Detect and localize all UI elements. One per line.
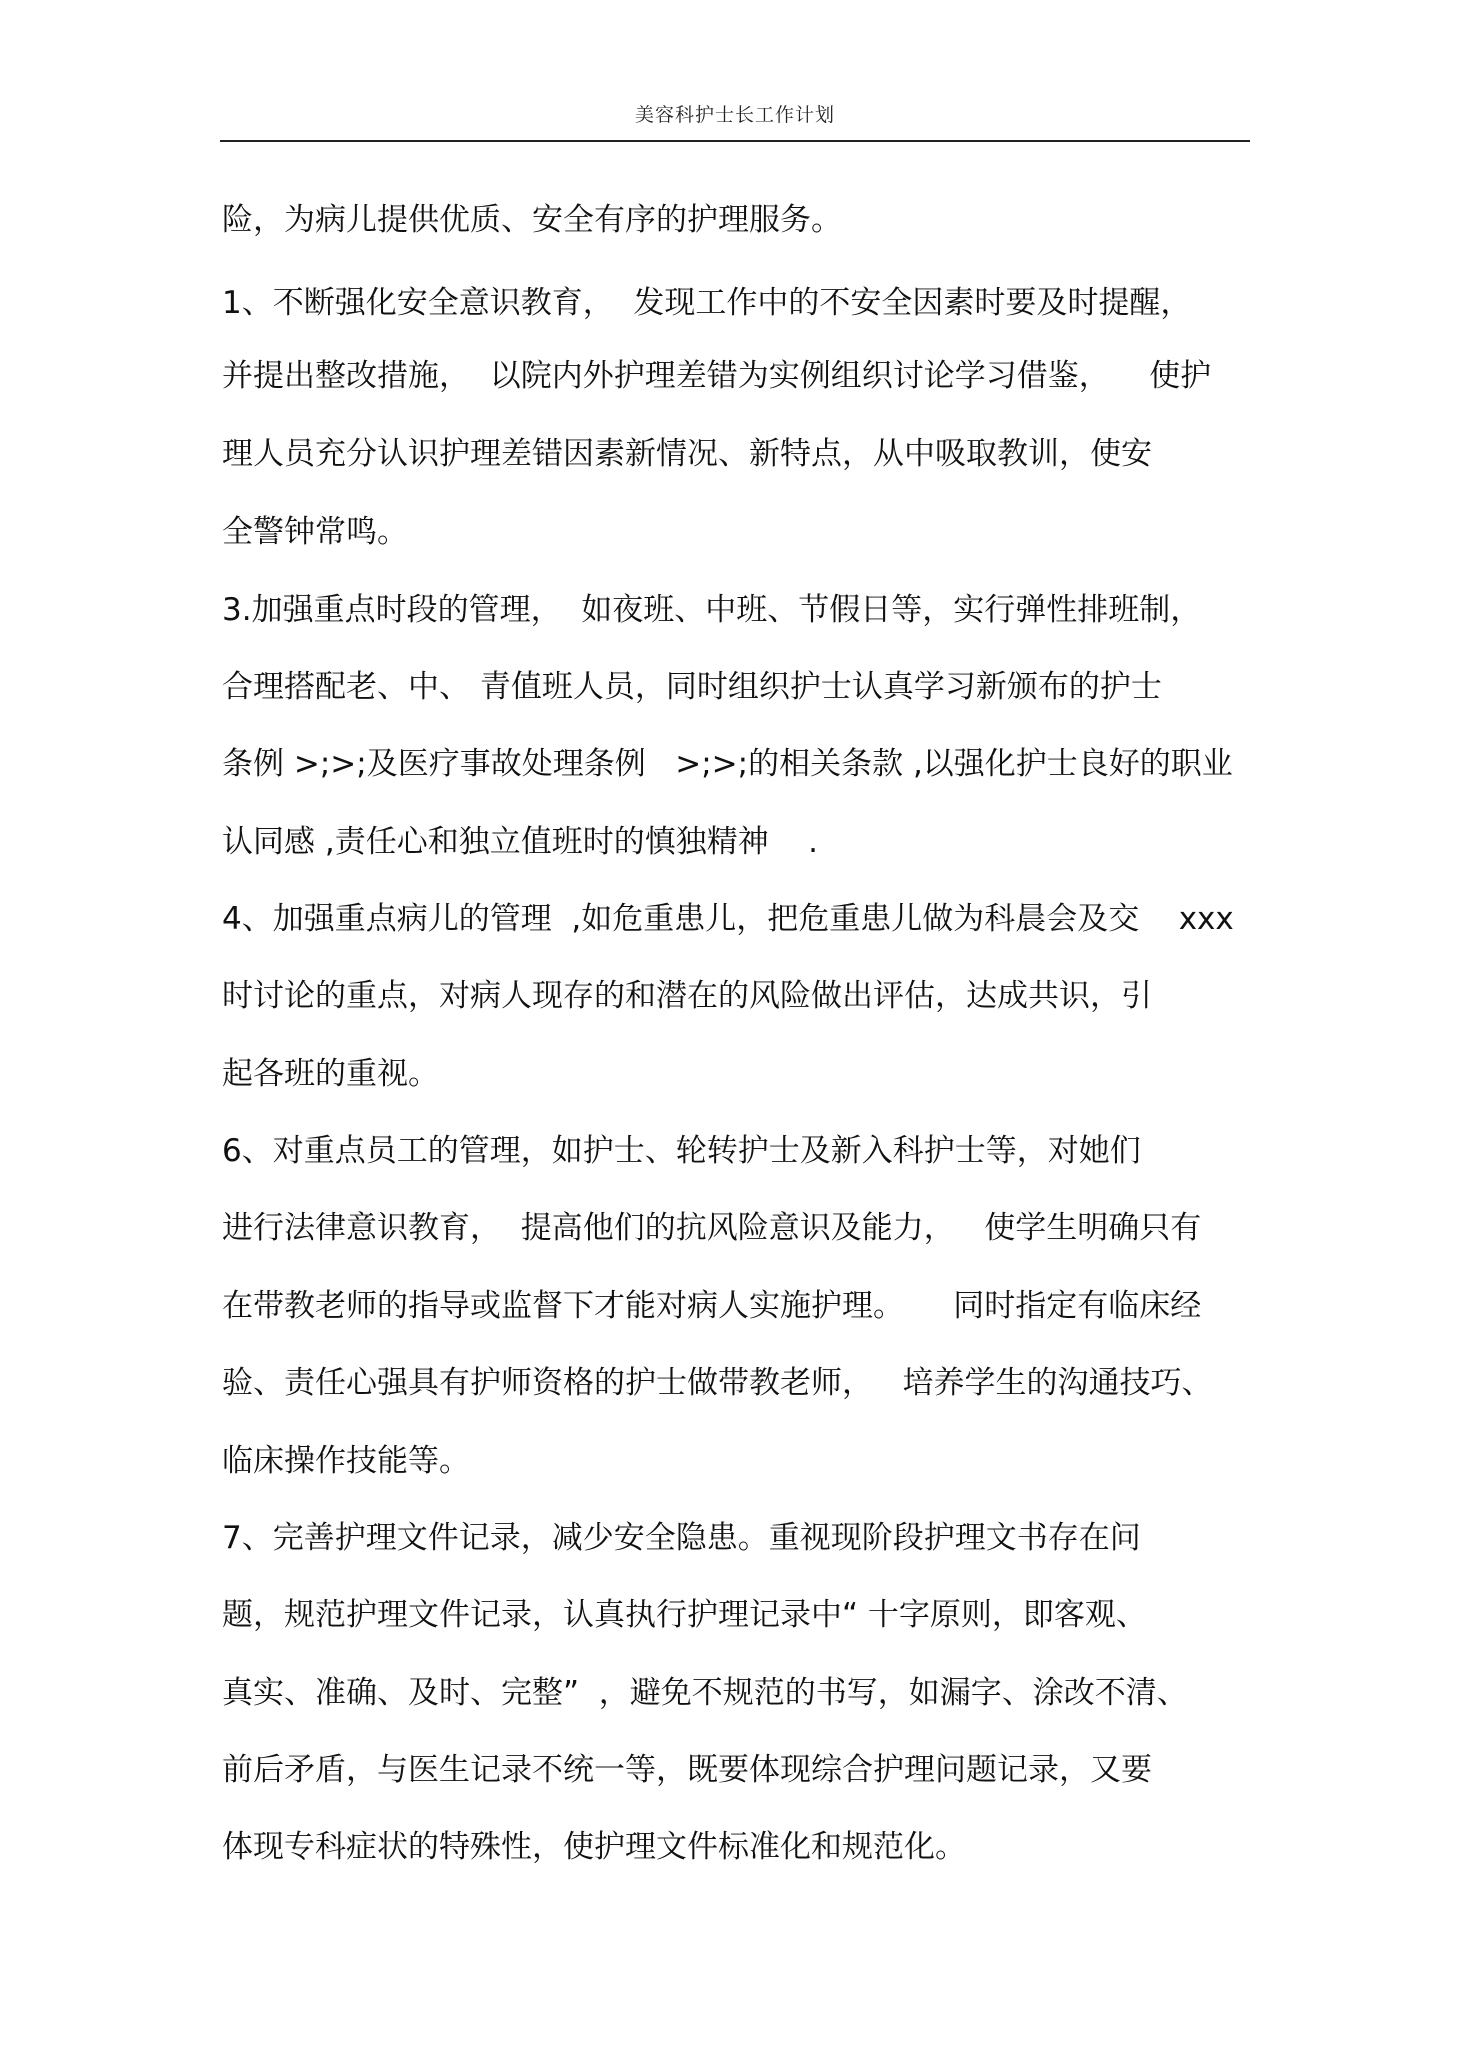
body-line: 题，规范护理文件记录，认真执行护理记录中“ 十字原则，即客观、 (222, 1597, 1147, 1633)
header-divider (220, 140, 1250, 142)
body-line: 全警钟常鸣。 (222, 514, 408, 550)
body-line: 体现专科症状的特殊性，使护理文件标准化和规范化。 (222, 1829, 966, 1865)
body-line: 认同感 ,责任心和独立值班时的慎独精神 . (222, 824, 818, 860)
body-line: 时讨论的重点，对病人现存的和潜在的风险做出评估，达成共识，引 (222, 978, 1152, 1014)
body-line: 6、对重点员工的管理，如护士、轮转护士及新入科护士等，对她们 (222, 1133, 1141, 1169)
body-line: 合理搭配老、中、 青值班人员，同时组织护士认真学习新颁布的护士 (222, 669, 1162, 705)
body-line: 3.加强重点时段的管理， 如夜班、中班、节假日等，实行弹性排班制， (222, 592, 1202, 628)
body-line: 在带教老师的指导或监督下才能对病人实施护理。 同时指定有临床经 (222, 1288, 1202, 1324)
body-line: 理人员充分认识护理差错因素新情况、新特点，从中吸取教训，使安 (222, 436, 1152, 472)
body-line: 条例 >;>;及医疗事故处理条例 >;>;的相关条款 ,以强化护士良好的职业 (222, 746, 1233, 782)
body-line: 险，为病儿提供优质、安全有序的护理服务。 (222, 202, 842, 238)
body-line: 验、责任心强具有护师资格的护士做带教老师， 培养学生的沟通技巧、 (222, 1365, 1213, 1401)
body-line: 前后矛盾，与医生记录不统一等，既要体现综合护理问题记录，又要 (222, 1752, 1152, 1788)
body-line: 临床操作技能等。 (222, 1443, 470, 1479)
body-line: 7、完善护理文件记录，减少安全隐患。重视现阶段护理文书存在问 (222, 1520, 1141, 1556)
body-line: 进行法律意识教育， 提高他们的抗风险意识及能力， 使学生明确只有 (222, 1210, 1202, 1246)
body-line: 并提出整改措施， 以院内外护理差错为实例组织讨论学习借鉴， 使护 (222, 358, 1212, 394)
body-line: 4、加强重点病儿的管理 ,如危重患儿，把危重患儿做为科晨会及交 xxx (222, 901, 1234, 937)
body-line: 起各班的重视。 (222, 1056, 439, 1092)
body-line: 真实、准确、及时、完整” ，避免不规范的书写，如漏字、涂改不清、 (222, 1675, 1188, 1711)
page-header-title: 美容科护士长工作计划 (634, 104, 835, 126)
body-line: 1、不断强化安全意识教育， 发现工作中的不安全因素时要及时提醒， (222, 285, 1192, 321)
